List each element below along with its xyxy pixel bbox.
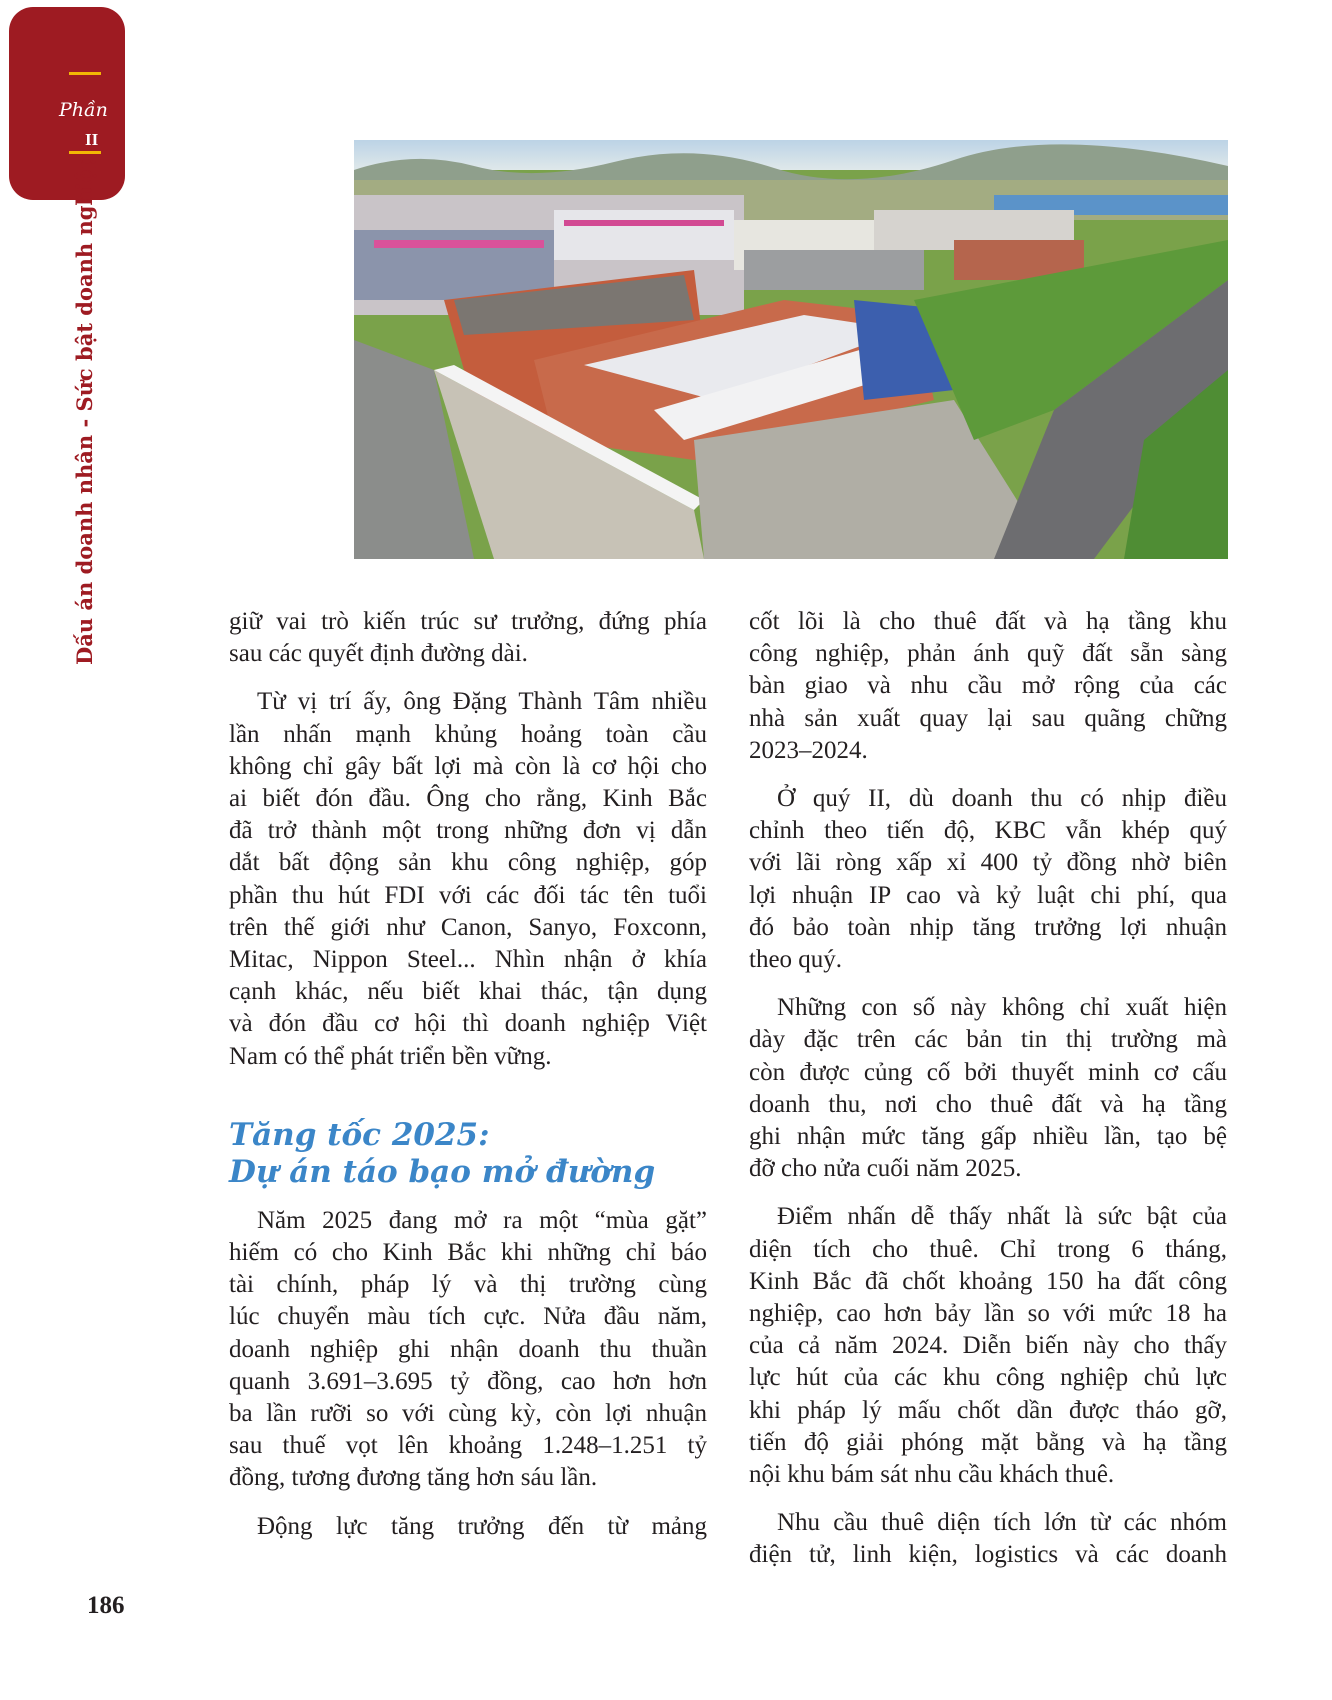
text-line: và đón đầu cơ hội thì doanh nghiệp Việt	[229, 1010, 707, 1038]
text-line: lực hút của các khu công nghiệp chủ lực	[749, 1364, 1227, 1392]
text-line: sau thuế vọt lên khoảng 1.248–1.251 tỷ	[229, 1432, 707, 1460]
paragraph	[229, 686, 707, 1072]
text-line: hiếm có cho Kinh Bắc khi những chỉ báo	[229, 1239, 707, 1267]
text-line: đồng, tương đương tăng hơn sáu lần.	[229, 1464, 598, 1492]
text-line: Ở quý II, dù doanh thu có nhịp điều	[777, 785, 1227, 813]
paragraph	[749, 992, 1227, 1185]
text-line: Những con số này không chỉ xuất hiện	[777, 994, 1227, 1022]
text-line: Động lực tăng trưởng đến từ mảng	[257, 1512, 707, 1540]
paragraph	[229, 606, 707, 670]
text-line: với lãi ròng xấp xỉ 400 tỷ đồng nhờ biên	[749, 849, 1227, 877]
text-line: chỉnh theo tiến độ, KBC vẫn khép quý	[749, 817, 1227, 845]
text-line: Năm 2025 đang mở ra một “mùa gặt”	[257, 1206, 707, 1234]
text-line: đó bảo toàn nhịp tăng trưởng lợi nhuận	[749, 913, 1227, 941]
text-line: dày đặc trên các bản tin thị trường mà	[749, 1026, 1227, 1054]
text-line: đã trở thành một trong những đơn vị dẫn	[229, 817, 707, 845]
text-line: khi pháp lý mấu chốt dần được tháo gỡ,	[749, 1396, 1227, 1424]
text-line: Từ vị trí ấy, ông Đặng Thành Tâm nhiều	[257, 688, 707, 716]
text-line: công nghiệp, phản ánh quỹ đất sẵn sàng	[749, 640, 1227, 668]
text-line: diện tích cho thuê. Chỉ trong 6 tháng,	[749, 1235, 1227, 1263]
industrial-park-photo	[354, 140, 1228, 559]
tab-divider	[69, 72, 101, 75]
text-line: doanh thu, nơi cho thuê đất và hạ tầng	[749, 1090, 1227, 1118]
text-line: 2023–2024.	[749, 736, 868, 764]
text-line: Điểm nhấn dễ thấy nhất là sức bật của	[777, 1203, 1227, 1231]
text-line: nghiệp, cao hơn bảy lần so với mức 18 ha	[749, 1300, 1227, 1328]
text-line: tiến độ giải phóng mặt bằng và hạ tầng	[749, 1428, 1227, 1456]
text-line: quanh 3.691–3.695 tỷ đồng, cao hơn hơn	[229, 1367, 707, 1395]
text-line: còn được củng cố bởi thuyết minh cơ cấu	[749, 1058, 1227, 1086]
paragraph	[229, 1205, 707, 1495]
text-line: sau các quyết định đường dài.	[229, 640, 528, 668]
text-line: dắt bất động sản khu công nghiệp, góp	[229, 849, 707, 877]
text-line: lợi nhuận IP cao và kỷ luật chi phí, qua	[749, 881, 1227, 909]
text-line: phần thu hút FDI với các đối tác tên tuổi	[229, 881, 707, 909]
running-title: Dấu án doanh nhân - Sức bật doanh nghiệp	[72, 154, 97, 665]
text-line: doanh nghiệp ghi nhận doanh thu thuần	[229, 1335, 707, 1363]
page-number: 186	[87, 1592, 125, 1619]
text-line: của cả năm 2024. Diễn biến này cho thấy	[749, 1332, 1227, 1360]
text-line: Nhu cầu thuê diện tích lớn từ các nhóm	[777, 1509, 1227, 1537]
left-column	[229, 606, 707, 1559]
text-line: ba lần rưỡi so với cùng kỳ, còn lợi nhuận	[229, 1400, 707, 1428]
text-line: theo quý.	[749, 946, 843, 974]
text-line: Kinh Bắc đã chốt khoảng 150 ha đất công	[749, 1267, 1227, 1295]
text-line: tài chính, pháp lý và thị trường cùng	[229, 1271, 707, 1299]
text-line: điện tử, linh kiện, logistics và các doanh	[749, 1541, 1227, 1569]
section-heading	[229, 1117, 707, 1191]
text-line: nhà sản xuất quay lại sau quãng chững	[749, 704, 1227, 732]
text-line: giữ vai trò kiến trúc sư trưởng, đứng phía	[229, 608, 707, 635]
right-column	[749, 606, 1227, 1588]
text-line: Nam có thể phát triển bền vững.	[229, 1042, 552, 1070]
paragraph	[749, 783, 1227, 976]
heading-line: Dự án táo bạo mở đường	[229, 1153, 656, 1190]
text-line: bàn giao và nhu cầu mở rộng của các	[749, 672, 1227, 700]
paragraph	[749, 1507, 1227, 1571]
heading-line: Tăng tốc 2025:	[229, 1116, 490, 1153]
paragraph	[749, 606, 1227, 767]
section-label: Phần	[59, 99, 108, 121]
paragraph	[749, 1201, 1227, 1491]
text-line: đỡ cho nửa cuối năm 2025.	[749, 1155, 1022, 1183]
text-line: lúc chuyển màu tích cực. Nửa đầu năm,	[229, 1303, 707, 1331]
section-number: II	[85, 130, 99, 149]
text-line: trên thế giới như Canon, Sanyo, Foxconn,	[229, 913, 707, 941]
text-line: lần nhấn mạnh khủng hoảng toàn cầu	[229, 720, 707, 748]
paragraph	[229, 1511, 707, 1543]
text-line: cốt lõi là cho thuê đất và hạ tầng khu	[749, 608, 1227, 635]
text-line: không chỉ gây bất lợi mà còn là cơ hội cho	[229, 752, 707, 780]
text-line: ghi nhận mức tăng gấp nhiều lần, tạo bệ	[749, 1123, 1227, 1151]
text-line: cạnh khác, nếu biết khai thác, tận dụng	[229, 978, 707, 1006]
text-line: Mitac, Nippon Steel... Nhìn nhận ở khía	[229, 946, 707, 974]
section-tab	[9, 7, 125, 200]
text-line: nội khu bám sát nhu cầu khách thuê.	[749, 1461, 1115, 1489]
text-line: ai biết đón đầu. Ông cho rằng, Kinh Bắc	[229, 785, 707, 813]
